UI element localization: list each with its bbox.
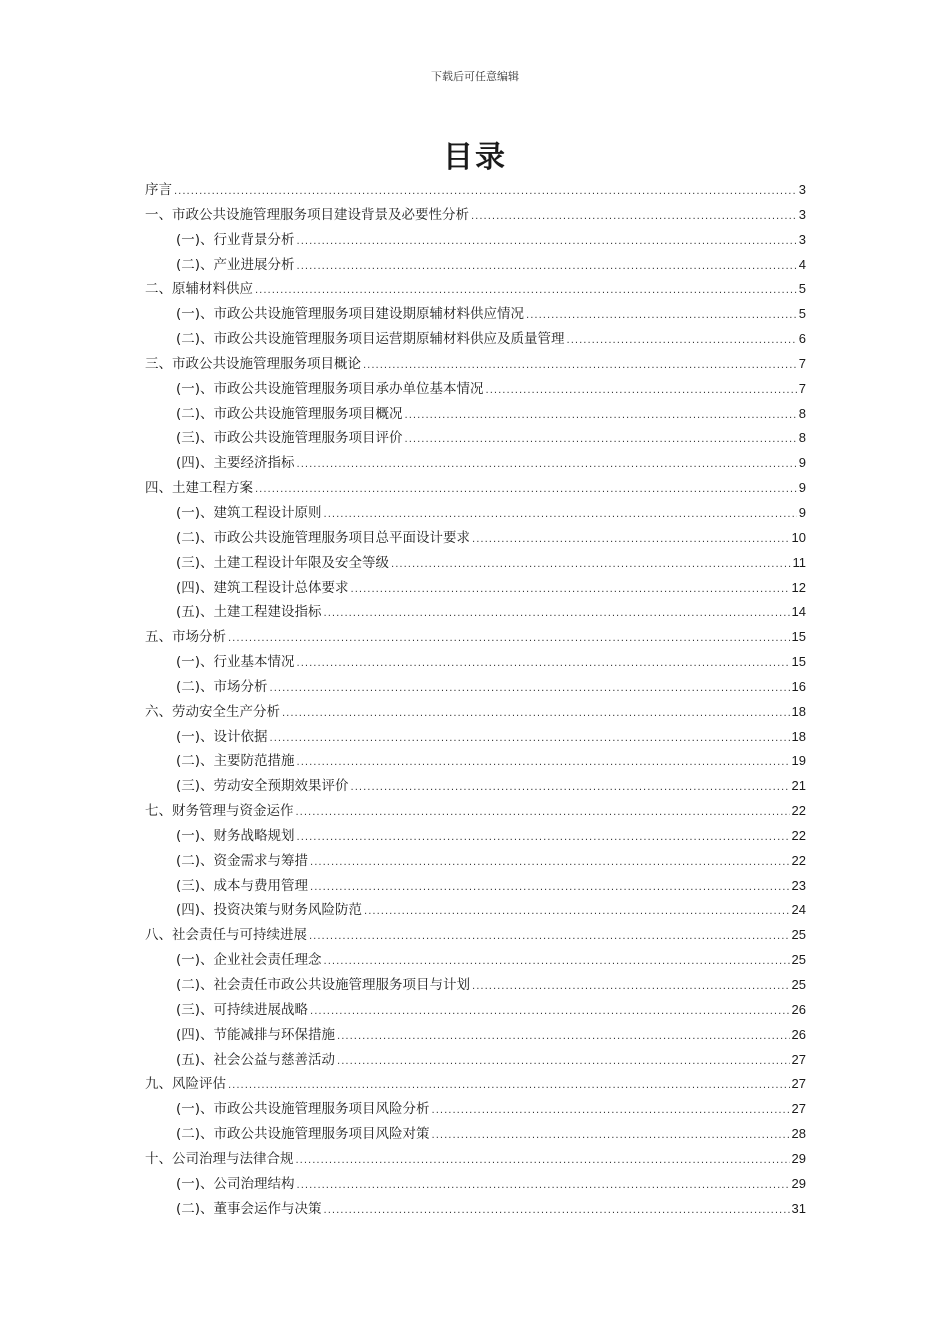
toc-entry-page-number: 3 [798,231,806,247]
toc-entry-label: (一)、设计依据 [176,728,268,745]
dot-leader [282,708,790,719]
toc-entry[interactable] [145,228,806,253]
toc-entry-page-number: 9 [798,504,806,520]
toc-entry-page-number: 27 [791,1051,806,1067]
toc-entry[interactable] [145,799,806,824]
toc-entry[interactable] [145,576,806,601]
toc-entry[interactable] [145,600,806,625]
toc-entry-page-number: 3 [798,182,806,197]
toc-entry[interactable] [145,352,806,377]
dot-leader [174,186,797,197]
toc-entry-page-number: 22 [791,852,806,868]
toc-entry-label: (三)、市政公共设施管理服务项目评价 [176,430,403,447]
toc-entry-page-number: 18 [791,728,806,744]
toc-entry[interactable] [145,1097,806,1122]
toc-entry-label: (二)、市政公共设施管理服务项目运营期原辅材料供应及质量管理 [176,331,565,348]
toc-entry[interactable] [145,700,806,725]
toc-entry-label: (一)、市政公共设施管理服务项目建设期原辅材料供应情况 [176,306,525,323]
toc-entry-label: 十、公司治理与法律合规 [145,1150,294,1167]
dot-leader [297,658,790,669]
toc-entry[interactable] [145,178,806,203]
toc-entry-label: (一)、企业社会责任理念 [176,952,322,969]
toc-entry-label: (三)、土建工程设计年限及安全等级 [176,554,390,571]
toc-entry[interactable] [145,898,806,923]
dot-leader [351,584,790,595]
toc-entry-page-number: 3 [798,206,806,222]
toc-entry[interactable] [145,625,806,650]
toc-entry-page-number: 7 [798,380,806,396]
toc-entry-page-number: 4 [798,256,806,272]
dot-leader [471,211,797,222]
toc-entry-page-number: 15 [791,654,806,670]
toc-entry-label: (二)、市政公共设施管理服务项目总平面设计要求 [176,529,471,546]
toc-entry[interactable] [145,526,806,551]
toc-entry[interactable] [145,551,806,576]
toc-entry-label: 七、财务管理与资金运作 [145,803,294,820]
dot-leader [472,981,789,992]
toc-entry[interactable] [145,253,806,278]
dot-leader [432,1130,790,1141]
toc-entry-label: (四)、投资决策与财务风险防范 [176,902,363,919]
dot-leader [270,733,790,744]
header-note: 下载后可任意编辑 [431,70,519,83]
toc-entry-label: (二)、产业进展分析 [176,256,295,273]
toc-entry-page-number: 5 [798,306,806,322]
toc-entry-page-number: 27 [791,1101,806,1117]
toc-entry[interactable] [145,203,806,228]
dot-leader [567,335,797,346]
toc-entry-label: (一)、公司治理结构 [176,1175,295,1192]
toc-entry-page-number: 26 [791,1001,806,1017]
toc-entry[interactable] [145,277,806,302]
dot-leader [391,559,790,570]
dot-leader [337,1031,789,1042]
toc-entry[interactable] [145,501,806,526]
toc-entry-label: (四)、主要经济指标 [176,455,295,472]
dot-leader [297,1180,790,1191]
dot-leader [324,608,790,619]
toc-entry[interactable] [145,302,806,327]
dot-leader [255,484,797,495]
toc-entry[interactable] [145,725,806,750]
dot-leader [297,757,790,768]
dot-leader [405,410,797,421]
dot-leader [296,807,790,818]
toc-entry-label: (一)、行业基本情况 [176,654,295,671]
dot-leader [297,832,790,843]
toc-entry-page-number: 31 [791,1200,806,1216]
toc-entry-label: 五、市场分析 [145,629,226,646]
dot-leader [310,882,789,893]
dot-leader [324,956,790,967]
toc-entry-page-number: 5 [798,281,806,297]
toc-entry-page-number: 19 [791,753,806,769]
toc-entry[interactable] [145,1023,806,1048]
toc-entry-page-number: 24 [791,902,806,918]
dot-leader [255,285,797,296]
toc-entry-label: (二)、资金需求与筹措 [176,852,309,869]
toc-entry[interactable] [145,1197,806,1222]
toc-entry-page-number: 28 [791,1126,806,1142]
table-of-contents [145,178,806,1221]
dot-leader [309,931,790,942]
dot-leader [363,360,797,371]
toc-entry-label: (一)、市政公共设施管理服务项目承办单位基本情况 [176,380,484,397]
toc-entry[interactable] [145,923,806,948]
toc-entry-page-number: 25 [791,977,806,992]
toc-entry-page-number: 25 [791,952,806,968]
dot-leader [310,1006,789,1017]
dot-leader [310,857,789,868]
toc-entry-label: (二)、市政公共设施管理服务项目风险对策 [176,1126,430,1143]
toc-entry-label: 二、原辅材料供应 [145,281,253,298]
dot-leader [351,782,790,793]
toc-entry[interactable] [145,948,806,973]
toc-entry-page-number: 21 [791,778,806,794]
toc-entry[interactable] [145,824,806,849]
toc-entry-page-number: 16 [791,678,806,694]
dot-leader [228,1080,790,1091]
toc-entry-label: (三)、成本与费用管理 [176,877,309,894]
toc-entry-page-number: 9 [798,480,806,496]
dot-leader [364,906,789,917]
dot-leader [405,434,797,445]
dot-leader [297,459,797,470]
toc-entry-label: (一)、市政公共设施管理服务项目风险分析 [176,1101,430,1118]
toc-entry-page-number: 26 [791,1026,806,1042]
toc-entry-label: 序言 [145,182,172,198]
page-title: 目录 [443,140,507,175]
toc-entry[interactable] [145,650,806,675]
toc-entry-label: (五)、社会公益与慈善活动 [176,1051,336,1068]
toc-entry-label: 八、社会责任与可持续进展 [145,927,307,944]
toc-entry-page-number: 23 [791,877,806,893]
dot-leader [270,683,790,694]
toc-entry-label: (三)、可持续进展战略 [176,1001,309,1018]
toc-entry[interactable] [145,1072,806,1097]
toc-entry[interactable] [145,973,806,998]
toc-entry-label: (二)、市政公共设施管理服务项目概况 [176,405,403,422]
dot-leader [297,236,797,247]
toc-entry[interactable] [145,327,806,352]
toc-entry-label: (三)、劳动安全预期效果评价 [176,778,349,795]
dot-leader [486,385,797,396]
toc-entry-page-number: 8 [798,430,806,446]
toc-entry-page-number: 27 [791,1076,806,1092]
dot-leader [472,534,789,545]
toc-entry[interactable] [145,998,806,1023]
dot-leader [296,1155,790,1166]
toc-entry-label: (二)、市场分析 [176,678,268,695]
toc-entry-page-number: 8 [798,405,806,421]
toc-entry[interactable] [145,476,806,501]
toc-entry[interactable] [145,774,806,799]
toc-entry-label: 九、风险评估 [145,1076,226,1093]
toc-entry-label: 三、市政公共设施管理服务项目概论 [145,355,361,372]
toc-entry[interactable] [145,402,806,427]
dot-leader [324,1205,790,1216]
toc-entry[interactable] [145,1048,806,1073]
dot-leader [337,1056,789,1067]
toc-entry[interactable] [145,1122,806,1147]
toc-entry-page-number: 12 [791,579,806,595]
toc-entry-page-number: 29 [791,1150,806,1166]
toc-entry-label: (二)、主要防范措施 [176,753,295,770]
toc-entry-page-number: 11 [792,554,806,570]
dot-leader [526,310,797,321]
toc-entry-label: (四)、建筑工程设计总体要求 [176,579,349,596]
toc-entry-page-number: 14 [791,604,806,620]
toc-entry-label: 六、劳动安全生产分析 [145,703,280,720]
toc-entry-page-number: 25 [791,927,806,943]
toc-entry[interactable] [145,377,806,402]
toc-entry[interactable] [145,426,806,451]
toc-entry[interactable] [145,1172,806,1197]
toc-entry-label: 四、土建工程方案 [145,480,253,497]
toc-entry[interactable] [145,1147,806,1172]
toc-entry-page-number: 7 [798,355,806,371]
dot-leader [297,261,797,272]
toc-entry-label: (二)、社会责任市政公共设施管理服务项目与计划 [176,977,471,993]
toc-entry[interactable] [145,749,806,774]
toc-entry-label: (一)、行业背景分析 [176,231,295,248]
toc-entry-page-number: 6 [798,331,806,347]
toc-entry[interactable] [145,675,806,700]
toc-entry-page-number: 18 [791,703,806,719]
toc-entry-page-number: 29 [791,1175,806,1191]
toc-entry-label: (二)、董事会运作与决策 [176,1200,322,1217]
toc-entry-page-number: 15 [791,629,806,645]
toc-entry[interactable] [145,849,806,874]
toc-entry-page-number: 22 [791,803,806,819]
toc-entry[interactable] [145,451,806,476]
dot-leader [228,633,790,644]
toc-entry-label: (一)、财务战略规划 [176,827,295,844]
toc-entry-page-number: 10 [791,529,806,545]
dot-leader [432,1105,790,1116]
toc-entry[interactable] [145,874,806,899]
toc-entry-label: (五)、土建工程建设指标 [176,604,322,621]
toc-entry-label: (四)、节能减排与环保措施 [176,1026,336,1043]
toc-entry-page-number: 9 [798,455,806,471]
toc-entry-label: 一、市政公共设施管理服务项目建设背景及必要性分析 [145,206,469,223]
dot-leader [324,509,797,520]
toc-entry-label: (一)、建筑工程设计原则 [176,504,322,521]
toc-entry-page-number: 22 [791,827,806,843]
